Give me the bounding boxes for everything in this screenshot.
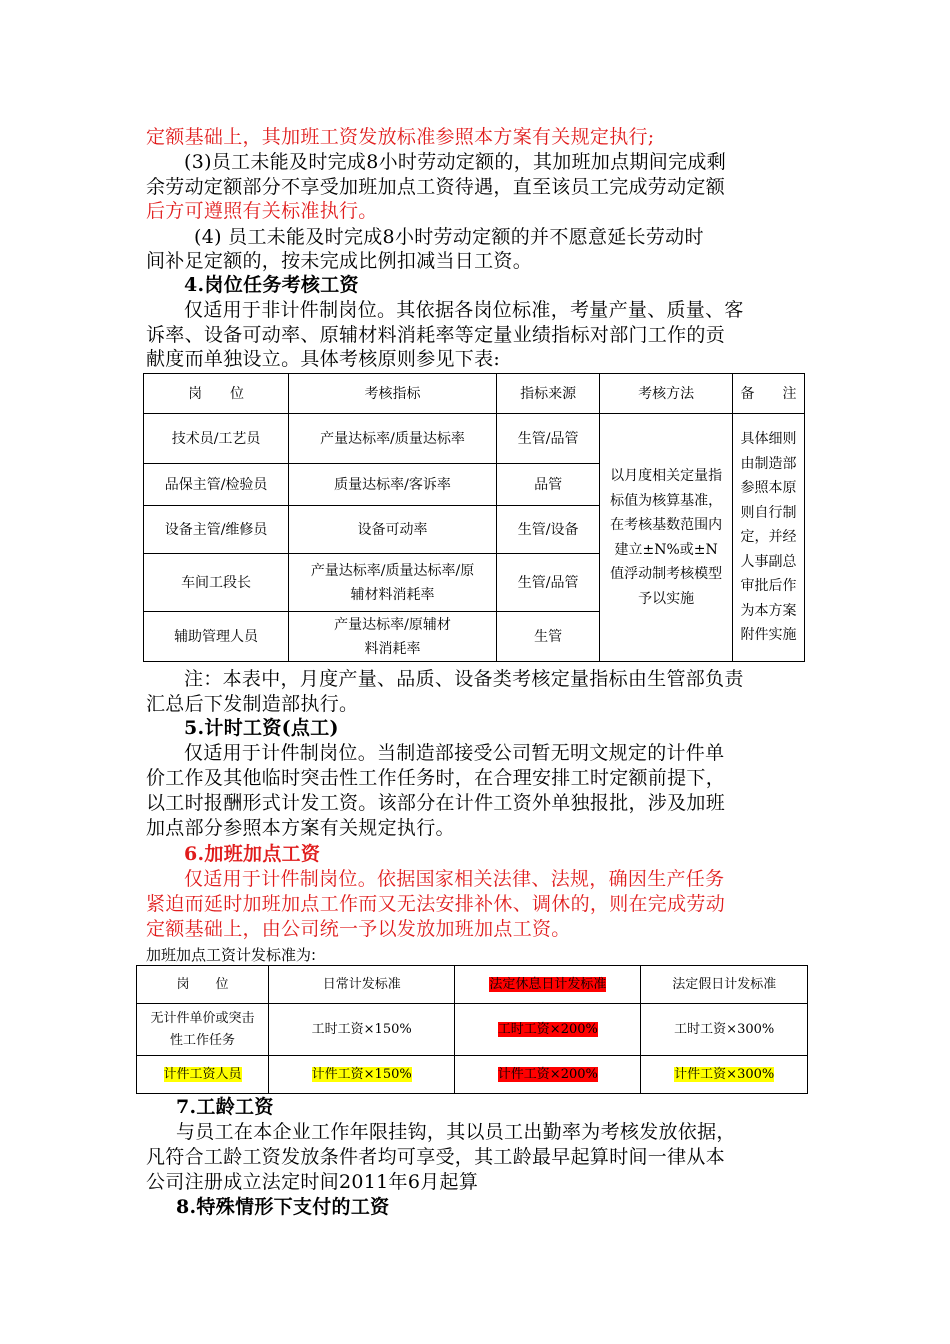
note-line: 汇总后下发制造部执行。 <box>146 693 359 715</box>
table-row <box>137 1004 808 1056</box>
para-line: 定额基础上，其加班工资发放标准参照本方案有关规定执行; <box>146 126 655 148</box>
section-heading: 4.岗位任务考核工资 <box>184 274 359 296</box>
table-cell: 设备可动率 <box>289 506 497 554</box>
para-line: 与员工在本企业工作年限挂钩，其以员工出勤率为考核发放依据， <box>176 1121 736 1143</box>
assessment-table <box>143 373 805 662</box>
para-line: (3)员工未能及时完成8小时劳动定额的，其加班加点期间完成剩 <box>184 151 727 173</box>
header-text: 法定假日计发标准 <box>672 976 777 992</box>
table-cell: 无计件单价或突击性工作任务 <box>137 1004 269 1056</box>
overtime-table <box>136 965 808 1094</box>
table-row <box>144 414 805 464</box>
table-header-cell: 指标来源 <box>496 374 599 414</box>
table-cell: 车间工段长 <box>144 554 289 612</box>
table-header-cell: 考核方法 <box>600 374 733 414</box>
table-cell <box>641 1056 808 1094</box>
table-header-cell <box>137 966 269 1004</box>
cell-text: 工时工资×200% <box>497 1021 598 1037</box>
note-line: 注：本表中，月度产量、品质、设备类考核定量指标由生管部负责 <box>184 668 744 690</box>
para-line: (4) 员工未能及时完成8小时劳动定额的并不愿意延长劳动时 <box>194 226 704 248</box>
para-line: 诉率、设备可动率、原辅材料消耗率等定量业绩指标对部门工作的贡 <box>146 324 726 346</box>
header-text: 岗 位 <box>176 976 229 992</box>
header-text: 日常计发标准 <box>322 976 401 992</box>
table-cell: 品管 <box>496 464 599 506</box>
cell-text: 工时工资×300% <box>674 1021 775 1037</box>
section-heading: 7.工龄工资 <box>176 1096 274 1118</box>
section-heading: 8.特殊情形下支付的工资 <box>176 1196 390 1218</box>
para-line: 仅适用于计件制岗位。当制造部接受公司暂无明文规定的计件单 <box>184 742 725 764</box>
para-line: 紧迫而延时加班加点工作而又无法安排补休、调休的，则在完成劳动 <box>146 893 726 915</box>
table-cell: 生管/设备 <box>496 506 599 554</box>
method-cell: 以月度相关定量指标值为核算基准，在考核基数范围内建立±N%或±N值浮动制考核模型予以实施 <box>600 414 733 662</box>
table-cell: 质量达标率/客诉率 <box>289 464 497 506</box>
table-cell <box>269 1056 455 1094</box>
section-heading: 5.计时工资(点工) <box>184 717 339 739</box>
cell-text: 计件工资×150% <box>311 1066 412 1082</box>
table-header-cell <box>269 966 455 1004</box>
table-cell: 产量达标率/质量达标率/原辅材料消耗率 <box>289 554 497 612</box>
table-row <box>137 1056 808 1094</box>
para-line: 仅适用于非计件制岗位。其依据各岗位标准，考量产量、质量、客 <box>184 299 744 321</box>
cell-text: 计件工资×300% <box>674 1066 775 1082</box>
para-line: 加点部分参照本方案有关规定执行。 <box>146 817 455 839</box>
overtime-table-label: 加班加点工资计发标准为: <box>146 946 317 964</box>
table-header-cell: 岗 位 <box>144 374 289 414</box>
table-cell <box>269 1004 455 1056</box>
section-heading: 6.加班加点工资 <box>184 843 321 865</box>
table-cell <box>455 1056 641 1094</box>
table-cell: 技术员/工艺员 <box>144 414 289 464</box>
table-header-row <box>137 966 808 1004</box>
table-header-cell <box>455 966 641 1004</box>
table-cell <box>641 1004 808 1056</box>
para-line: 公司注册成立法定时间2011年6月起算 <box>146 1171 479 1193</box>
table-cell: 生管/品管 <box>496 414 599 464</box>
table-cell: 产量达标率/原辅材料消耗率 <box>289 612 497 662</box>
para-line: 间补足定额的，按未完成比例扣减当日工资。 <box>146 250 533 272</box>
para-line: 凡符合工龄工资发放条件者均可享受，其工龄最早起算时间一律从本 <box>146 1146 726 1168</box>
para-line: 价工作及其他临时突击性工作任务时，在合理安排工时定额前提下， <box>146 767 726 789</box>
para-line: 献度而单独设立。具体考核原则参见下表: <box>146 348 501 370</box>
table-header-cell: 考核指标 <box>289 374 497 414</box>
cell-text: 工时工资×150% <box>311 1021 412 1037</box>
cell-text: 计件工资人员 <box>163 1066 242 1082</box>
table-cell <box>137 1056 269 1094</box>
para-line: 后方可遵照有关标准执行。 <box>146 200 378 222</box>
table-cell: 品保主管/检验员 <box>144 464 289 506</box>
para-line: 余劳动定额部分不享受加班加点工资待遇，直至该员工完成劳动定额 <box>146 176 726 198</box>
table-cell: 产量达标率/质量达标率 <box>289 414 497 464</box>
table-cell: 辅助管理人员 <box>144 612 289 662</box>
remark-cell: 具体细则由制造部参照本原则自行制定，并经人事副总审批后作为本方案附件实施 <box>732 414 804 662</box>
table-cell: 设备主管/维修员 <box>144 506 289 554</box>
para-line: 定额基础上，由公司统一予以发放加班加点工资。 <box>146 918 571 940</box>
para-line: 以工时报酬形式计发工资。该部分在计件工资外单独报批，涉及加班 <box>146 792 726 814</box>
cell-text: 计件工资×200% <box>497 1066 598 1082</box>
para-line: 仅适用于计件制岗位。依据国家相关法律、法规，确因生产任务 <box>184 868 725 890</box>
table-cell: 生管 <box>496 612 599 662</box>
table-cell: 生管/品管 <box>496 554 599 612</box>
table-header-cell: 备 注 <box>732 374 804 414</box>
table-header-cell <box>641 966 808 1004</box>
table-header-row <box>144 374 805 414</box>
table-cell <box>455 1004 641 1056</box>
header-text: 法定休息日计发标准 <box>489 976 607 992</box>
